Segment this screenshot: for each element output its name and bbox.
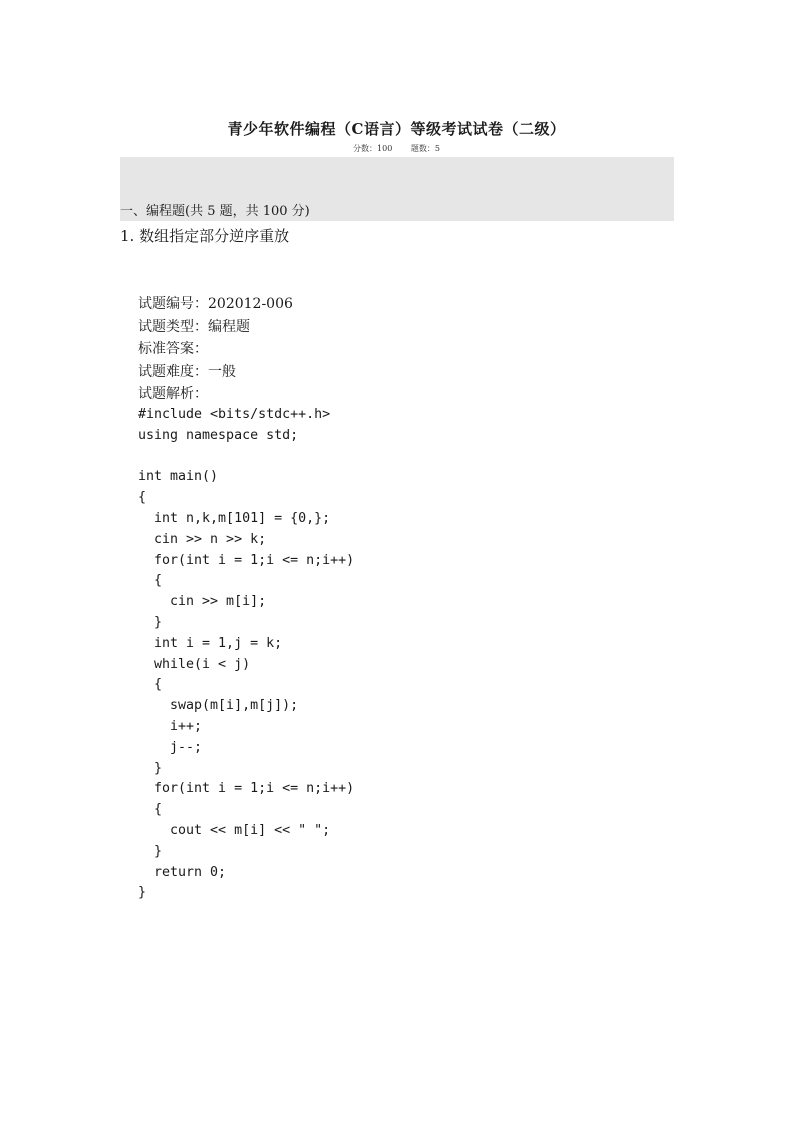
field-label: 试题类型： xyxy=(138,318,208,335)
field-value: 编程题 xyxy=(208,318,250,335)
code-block xyxy=(138,405,354,904)
code-line: i++; xyxy=(138,718,203,734)
question-count-label: 题数：5 xyxy=(410,144,440,153)
code-line: for(int i = 1;i <= n;i++) xyxy=(138,552,355,568)
code-line: return 0; xyxy=(138,864,227,880)
score-label: 分数：100 xyxy=(353,144,393,153)
question-title: 1. 数组指定部分逆序重放 xyxy=(120,227,290,245)
code-line: } xyxy=(138,843,163,859)
code-line: } xyxy=(138,760,163,776)
code-line: #include <bits/stdc++.h> xyxy=(138,407,331,422)
field-label: 标准答案： xyxy=(138,341,208,357)
code-line: cin >> m[i]; xyxy=(138,594,267,610)
field-label: 试题解析： xyxy=(138,386,208,402)
field-value: 一般 xyxy=(208,363,236,380)
field-label: 试题难度： xyxy=(138,363,208,380)
field-value: 202012-006 xyxy=(208,296,293,312)
field-id xyxy=(138,293,293,316)
question-fields xyxy=(138,293,293,406)
field-type xyxy=(138,316,293,339)
code-line: swap(m[i],m[j]); xyxy=(138,698,299,714)
exam-title: 青少年软件编程（C语言）等级考试试卷（二级） xyxy=(227,120,566,138)
field-label: 试题编号： xyxy=(138,296,208,312)
code-line: for(int i = 1;i <= n;i++) xyxy=(138,781,355,797)
section-heading: 一、编程题(共 5 题，共 100 分) xyxy=(120,204,310,219)
code-line: j--; xyxy=(138,739,203,755)
field-answer xyxy=(138,338,293,361)
code-line: cout << m[i] << " "; xyxy=(138,822,331,838)
field-analysis xyxy=(138,383,293,406)
code-line: int n,k,m[101] = {0,}; xyxy=(138,510,331,526)
code-line: { xyxy=(138,677,163,693)
code-line: { xyxy=(138,802,163,818)
code-line: cin >> n >> k; xyxy=(138,531,267,547)
code-line: while(i < j) xyxy=(138,656,251,672)
code-line: int main() xyxy=(138,469,219,485)
code-line xyxy=(138,447,354,468)
code-line: int i = 1,j = k; xyxy=(138,635,283,651)
code-line: { xyxy=(138,490,147,506)
field-difficulty xyxy=(138,361,293,384)
code-line: using namespace std; xyxy=(138,427,299,443)
code-line: } xyxy=(138,885,147,901)
exam-meta xyxy=(0,143,793,154)
code-line: } xyxy=(138,614,163,630)
code-line: { xyxy=(138,573,163,589)
